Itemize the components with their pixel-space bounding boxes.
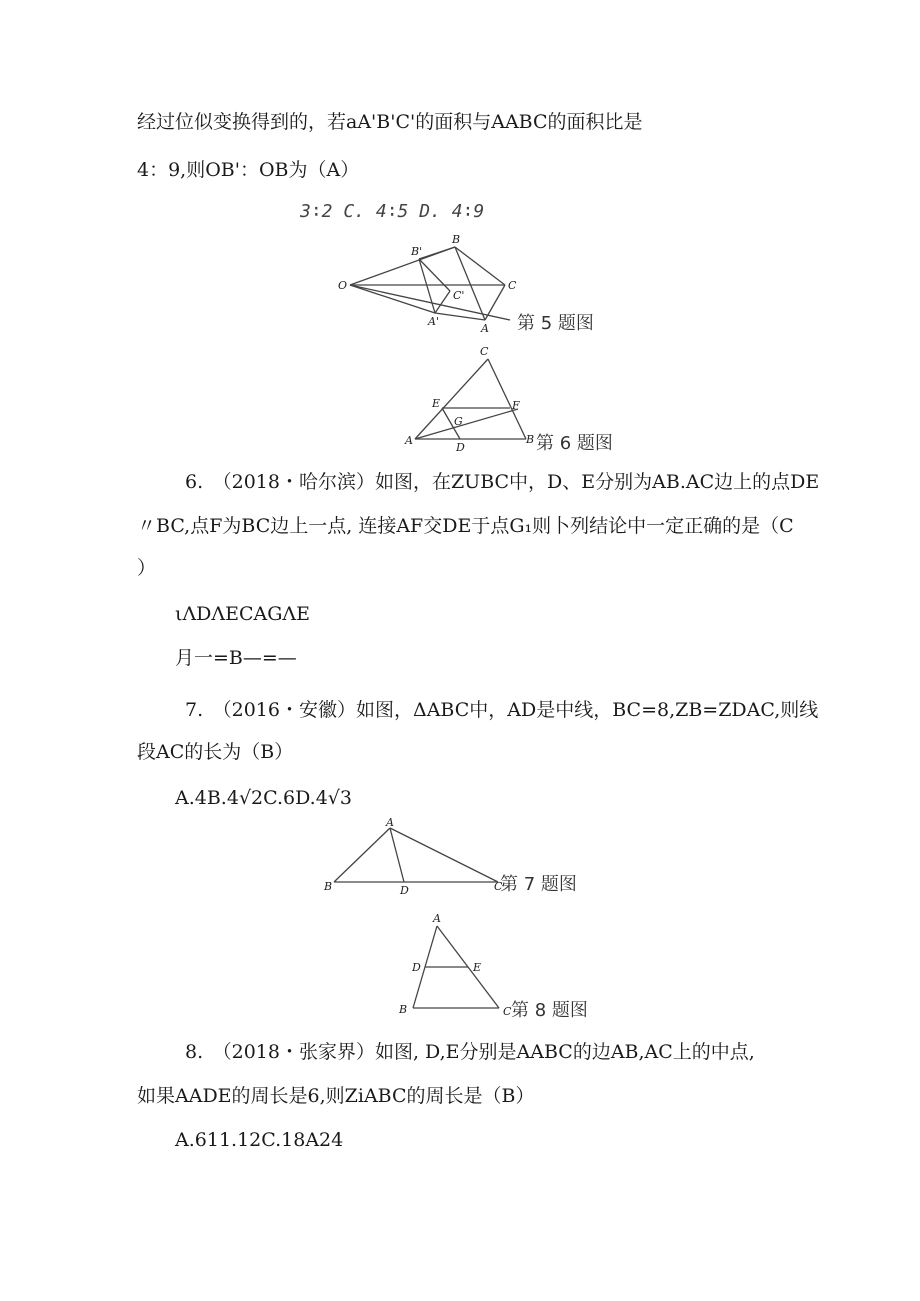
q6-text-line-1: 6. （2018・哈尔滨）如图，在ZUBC中，D、E分别为AB.AC边上的点DE [185, 471, 820, 493]
fig6-point-F: F [512, 399, 520, 412]
q6-text-line-3: ） [137, 557, 157, 579]
fig8-point-C: C [503, 1005, 512, 1018]
fig7-point-C: C [494, 880, 503, 893]
fig6-point-G: G [454, 415, 463, 428]
q8-text-line-2: 如果AADE的周长是6,则ZiABC的周长是（B） [137, 1085, 535, 1107]
fig7-point-B: B [324, 880, 333, 893]
q7-text-line-1: 7. （2016・安徽）如图，ΔABC中，AD是中线，BC=8,ZB=ZDAC,则线 [185, 699, 819, 721]
fig5-caption: 第 5 题图 [517, 313, 594, 334]
figure-6 [400, 345, 640, 455]
q8-text-line-3: A.611.12C.18A24 [175, 1129, 344, 1151]
fig5-point-A-prime: A' [428, 315, 439, 328]
fig5-point-C: C [508, 279, 517, 292]
q6-text-line-2: 〃BC,点F为BC边上一点, 连接AF交DE于点G₁则卜列结论中一定正确的是（C [137, 515, 794, 537]
fig8-point-B: B [399, 1003, 408, 1016]
q6-text-line-4: ιΛDΛECAGΛE [175, 603, 311, 625]
fig8-point-E: E [473, 961, 482, 974]
fig6-point-C: C [480, 345, 489, 358]
q5-text-line-2: 4：9,则OB'：OB为（A） [137, 159, 360, 181]
fig7-caption: 第 7 题图 [500, 874, 577, 895]
q7-text-line-3: A.4B.4√2C.6D.4√3 [175, 787, 353, 809]
q5-text-line-1: 经过位似变换得到的，若aA'B'C'的面积与AABC的面积比是 [137, 111, 643, 133]
fig6-point-D: D [456, 441, 465, 454]
q6-text-line-5: 月一=B—=— [175, 647, 297, 669]
fig5-point-O: O [338, 279, 348, 292]
fig8-point-D: D [412, 961, 421, 974]
q7-text-line-2: 段AC的长为（B） [137, 741, 294, 763]
fig5-point-C-prime: C' [453, 289, 465, 302]
fig6-caption: 第 6 题图 [536, 433, 613, 454]
fig5-point-A: A [481, 322, 489, 335]
figure-7 [320, 818, 600, 898]
fig8-caption: 第 8 题图 [511, 1000, 588, 1021]
figure-5 [295, 195, 615, 345]
fig7-point-D: D [400, 884, 409, 897]
fig5-point-B: B [452, 233, 461, 246]
fig5-point-B-prime: B' [411, 245, 423, 258]
q8-text-line-1: 8. （2018・张家界）如图, D,E分别是AABC的边AB,AC上的中点, [185, 1041, 755, 1063]
q5-options: 3∶2 C. 4∶5 D. 4∶9 [300, 201, 485, 222]
fig6-point-E: E [432, 397, 441, 410]
fig6-point-B: B [526, 433, 535, 446]
fig7-point-A: A [386, 816, 394, 829]
figure-8 [395, 912, 635, 1022]
fig6-point-A: A [405, 434, 413, 447]
fig8-point-A: A [433, 912, 441, 925]
